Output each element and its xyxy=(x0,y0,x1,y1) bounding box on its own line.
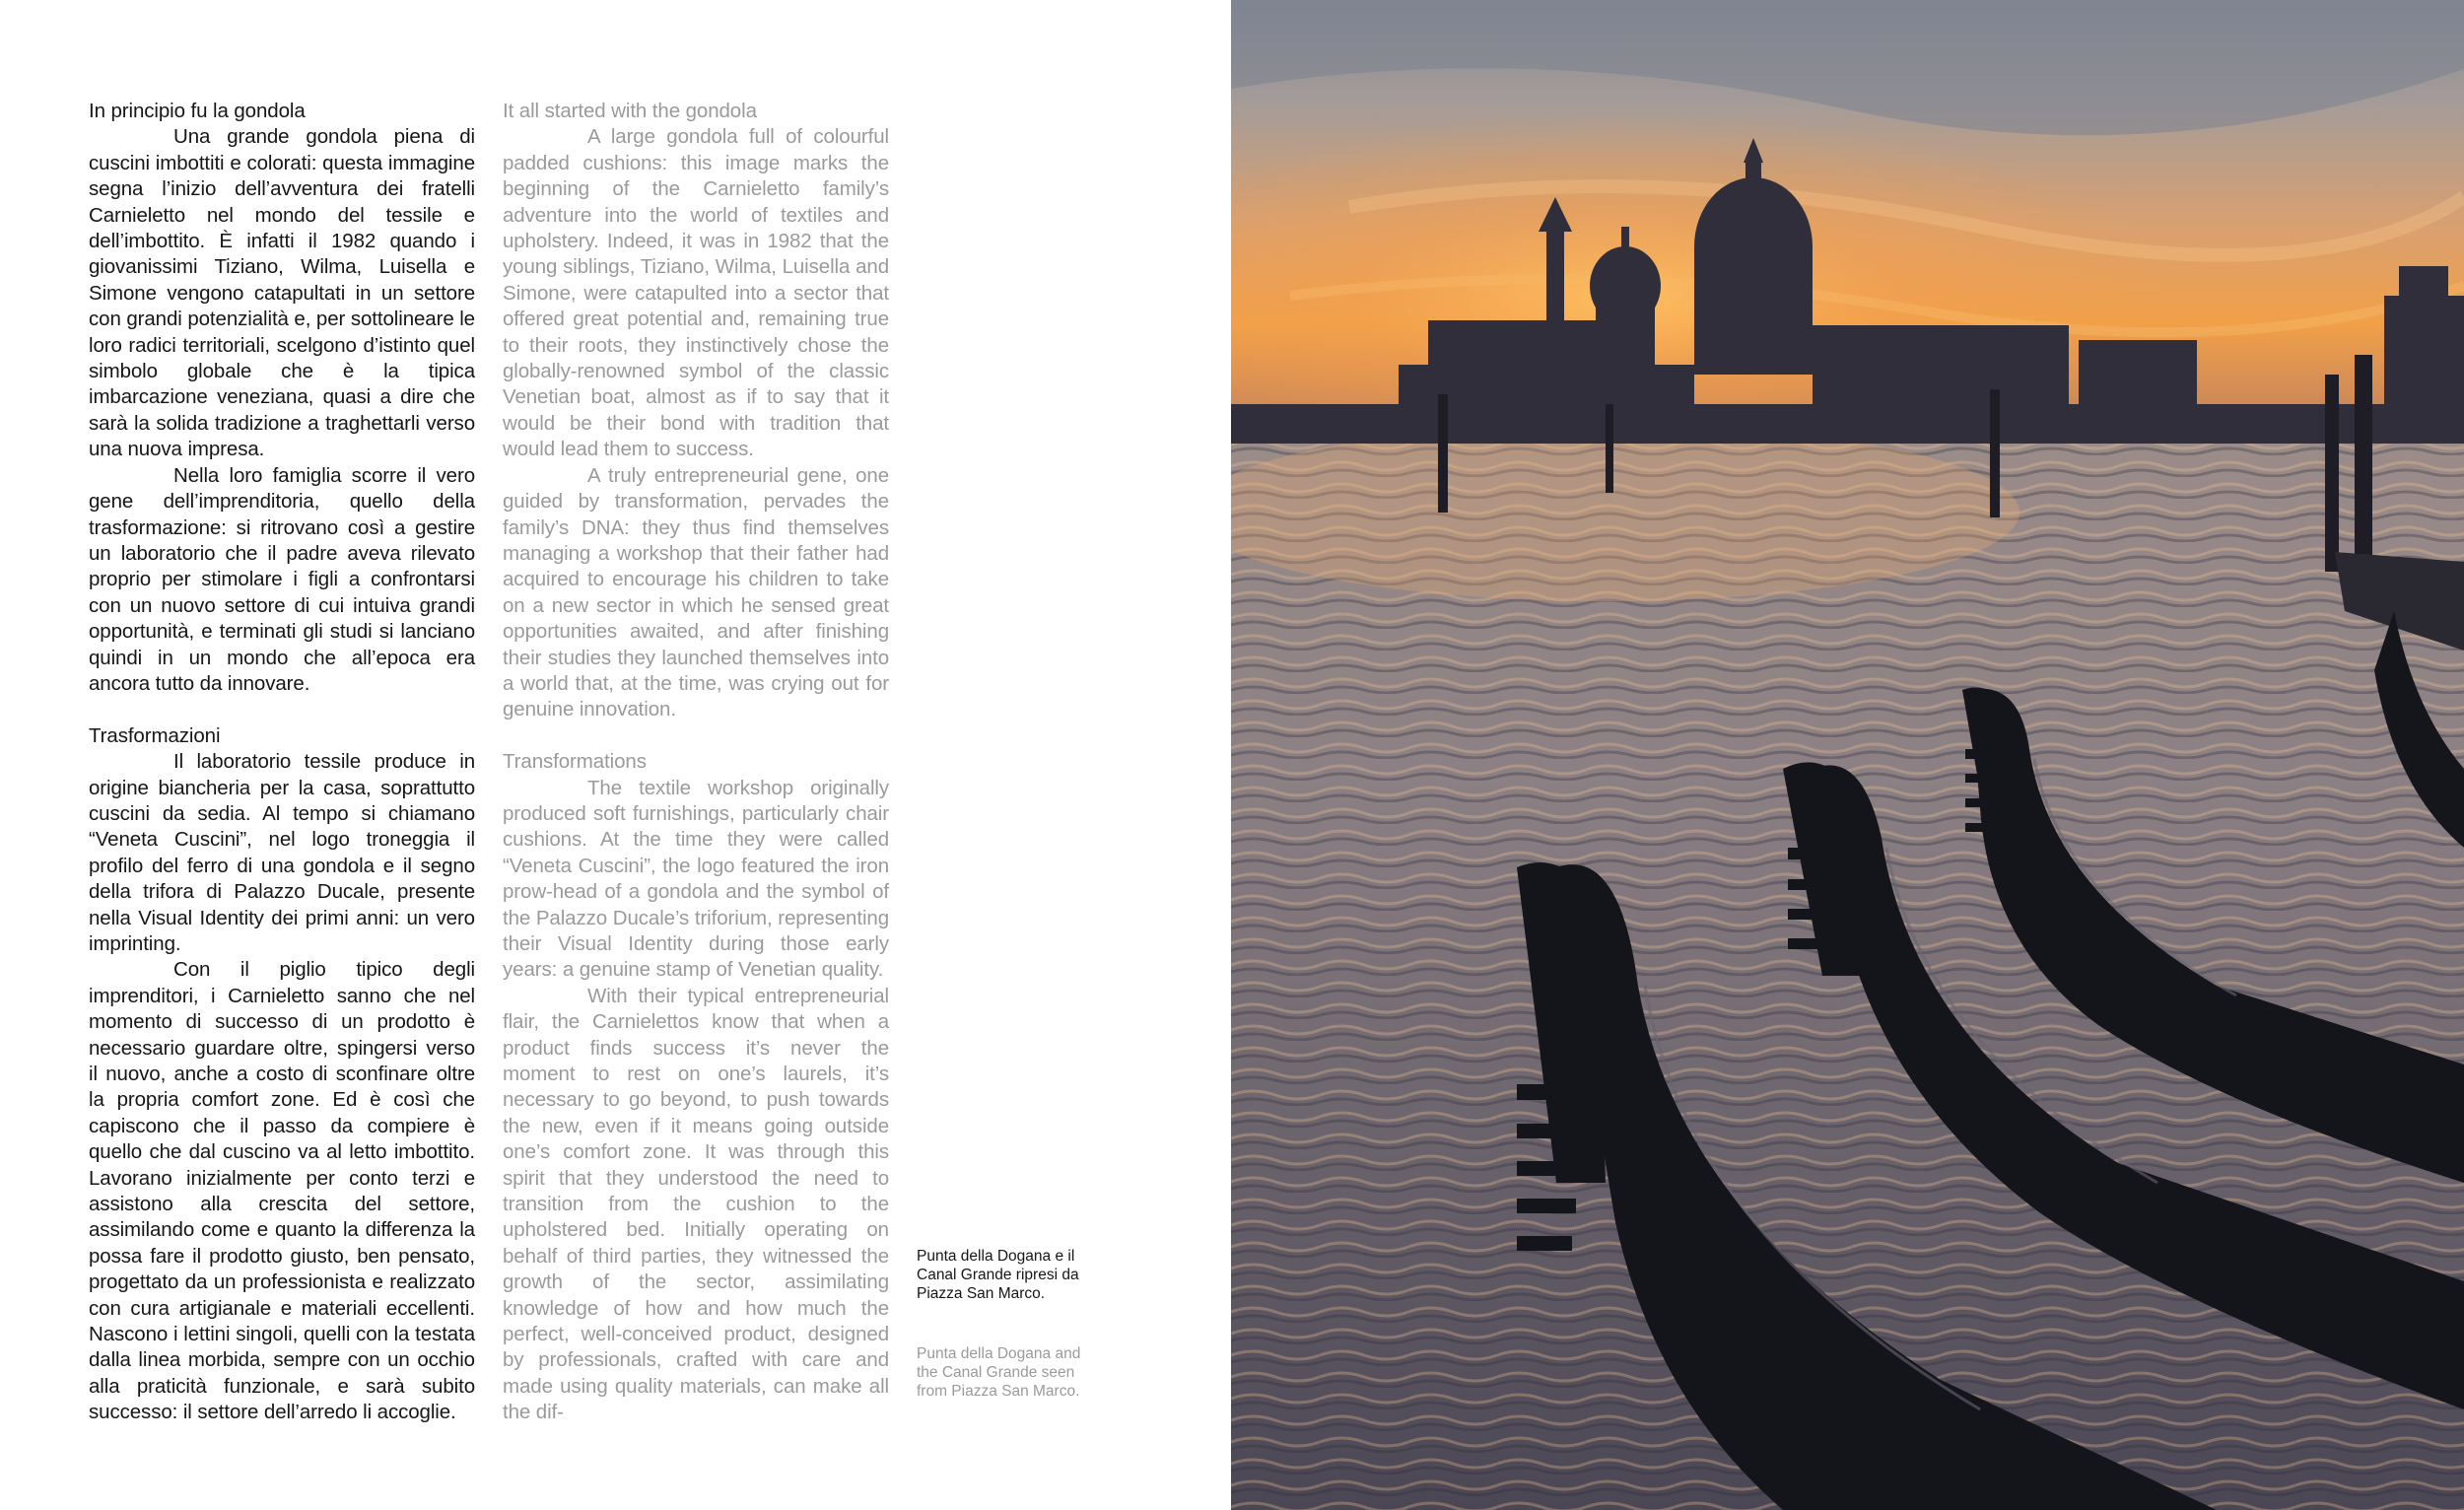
english-column xyxy=(503,99,889,1426)
paragraph: The textile workshop originally produced soft furnishings, particularly chair cushions. At the time they were called “Veneta Cuscini”, the logo featured the iron prow-head of a gondola and the symbol of the Palazzo Ducale’s triforium, representing their Visual Identity during those early years: a genuine stamp of Venetian quality. xyxy=(503,776,889,982)
section-heading-italian-2: Trasformazioni xyxy=(89,723,221,747)
paragraph: A truly entrepreneurial gene, one guided by transformation, pervades the family’s DNA: they thus find themselves managing a workshop that their father had acquired to encourage his children to take on a new sector in which he sensed great opportunities awaited, and after finishing their studies they launched themselves into a world that, at the time, was crying out for genuine innovation. xyxy=(503,463,889,721)
section-heading-english-1: It all started with the gondola xyxy=(503,100,757,122)
paragraph: Nella loro famiglia scorre il vero gene dell’imprenditoria, quello della trasformazione: si ritrovano così a gestire un laboratorio che il padre aveva rilevato proprio per stimolare i figli a confrontarsi con un nuovo settore di cui intuiva grandi opportunità, e terminati gli studi si lanciano quindi in un mondo che all’epoca era ancora tutto da innovare. xyxy=(89,463,475,695)
section-heading-italian-1: In principio fu la gondola xyxy=(89,100,306,122)
paragraph: Il laboratorio tessile produce in origine biancheria per la casa, soprattutto cuscini da sedia. Al tempo si chiamano “Veneta Cuscini”, nel logo troneggia il profilo del ferro di una gondola e il segno della trifora di Palazzo Ducale, presente nella Visual Identity dei primi anni: un vero imprinting. xyxy=(89,750,475,955)
paragraph: A large gondola full of colourful padded cushions: this image marks the beginning of the Carnieletto family’s adventure into the world of textiles and upholstery. Indeed, it was in 1982 that the young siblings, Tiziano, Wilma, Luisella and Simone, were catapulted into a sector that offered great potential and, remaining true to their roots, they instinctively chose the globally-renowned symbol of the classic Venetian boat, almost as if to say that it would be their bond with tradition that would lead them to success. xyxy=(503,125,889,461)
photo-caption-italian: Punta della Dogana e il Canal Grande ripresi da Piazza San Marco. xyxy=(917,1248,1079,1302)
text-page xyxy=(0,0,1231,1510)
paragraph: With their typical entrepreneurial flair, the Carnielettos know that when a product finds success it’s never the moment to rest on one’s laurels, it’s necessary to go beyond, to push towards the new, even if it means going outside one’s comfort zone. It was through this spirit that they understood the need to transition from the cushion to the upholstered bed. Initially operating on behalf of third parties, they witnessed the growth of the sector, assimilating knowledge of how and how much the perfect, well-conceived product, designed by professionals, crafted with care and made using quality materials, can make all the dif- xyxy=(503,984,889,1424)
venice-gondola-photo xyxy=(1231,0,2464,1510)
photo-caption-english: Punta della Dogana and the Canal Grande seen from Piazza San Marco. xyxy=(917,1345,1081,1400)
section-heading-english-2: Transformations xyxy=(503,750,647,774)
italian-column xyxy=(89,99,475,1426)
paragraph: Una grande gondola piena di cuscini imbottiti e colorati: questa immagine segna l’inizio dell’avventura dei fratelli Carnieletto nel mondo del tessile e dell’imbottito. È infatti il 1982 quando i giovanissimi Tiziano, Wilma, Luisella e Simone vengono catapultati in un settore con grandi potenzialità e, per sottolineare le loro radici territoriali, scelgono d’istinto quel simbolo globale che è la tipica imbarcazione veneziana, quasi a dire che sarà la solida tradizione a traghettarli verso una nuova impresa. xyxy=(89,125,475,461)
paragraph: Con il piglio tipico degli imprenditori, i Carnieletto sanno che nel momento di successo di un prodotto è necessario guardare oltre, spingersi verso il nuovo, anche a costo di sconfinare oltre la propria comfort zone. Ed è così che capiscono che il passo da compiere è quello che dal cuscino va al letto imbottito. Lavorano inizialmente per conto terzi e assistono alla crescita del settore, assimilando come e quanto la differenza la possa fare il prodotto giusto, ben pensato, progettato da un professionista e realizzato con cura artigianale e materiali eccellenti. Nascono i lettini singoli, quelli con la testata dalla linea morbida, sempre con un occhio alla praticità funzionale, e sarà subito successo: il settore dell’arredo li accoglie. xyxy=(89,958,475,1424)
venice-sunset-image xyxy=(1231,0,2464,1510)
